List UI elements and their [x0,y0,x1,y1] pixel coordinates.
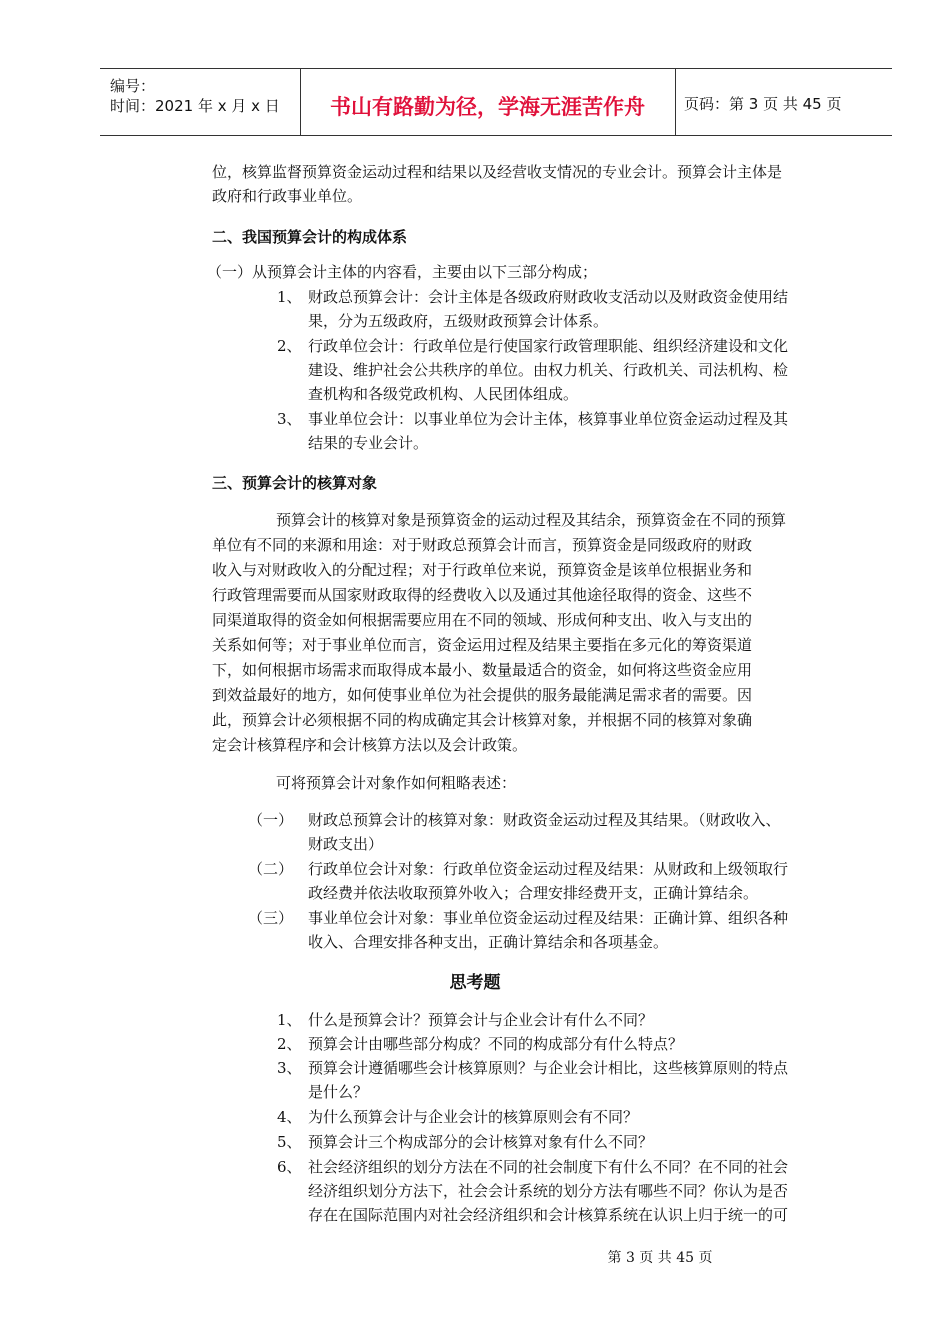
list-item-line: 行政单位会计：行政单位是行使国家行政管理职能、组织经济建设和文化 [308,337,789,355]
header-left-cell [100,69,301,135]
question-line: 存在在国际范围内对社会经济组织和会计核算系统在认识上归于统一的可 [308,1206,789,1224]
paragraph-line: 单位有不同的来源和用途：对于财政总预算会计而言，预算资金是同级政府的财政 [212,536,753,554]
list-item-line: 建设、维护社会公共秩序的单位。由权力机关、行政机关、司法机构、检 [308,361,789,379]
question-number: 1、 [277,1011,302,1029]
page-footer: 第 3 页 共 45 页 [607,1250,713,1266]
intro-line: 政府和行政事业单位。 [212,187,363,205]
paragraph-line: 定会计核算程序和会计核算方法以及会计政策。 [212,736,528,754]
question-line: 什么是预算会计？预算会计与企业会计有什么不同？ [308,1011,654,1029]
list-item-line: 事业单位会计：以事业单位为会计主体，核算事业单位资金运动过程及其 [308,410,789,428]
paragraph-line: 收入与对财政收入的分配过程；对于行政单位来说，预算资金是该单位根据业务和 [212,561,753,579]
object-line: 财政支出） [308,835,384,853]
question-number: 2、 [277,1035,302,1053]
paragraph-line: 到效益最好的地方，如何使事业单位为社会提供的服务最能满足需求者的需要。因 [212,686,753,704]
list-number: 1、 [277,288,302,306]
section-heading: 三、预算会计的核算对象 [212,474,378,492]
question-number: 6、 [277,1158,302,1176]
document-number-label: 编号： [110,77,156,95]
list-item-line: 结果的专业会计。 [308,434,429,452]
paragraph-line: 此，预算会计必须根据不同的构成确定其会计核算对象，并根据不同的核算对象确 [212,711,753,729]
header-center-cell [300,69,676,135]
list-number: 3、 [277,410,302,428]
object-line: 财政总预算会计的核算对象：财政资金运动过程及其结果。（财政收入、 [308,811,781,829]
intro-line: 位，核算监督预算资金运动过程和结果以及经营收支情况的专业会计。预算会计主体是 [212,163,783,181]
paragraph-line: 预算会计的核算对象是预算资金的运动过程及其结余，预算资金在不同的预算 [276,511,787,529]
section-heading: 二、我国预算会计的构成体系 [212,228,408,246]
question-number: 5、 [277,1133,302,1151]
object-number: （一） [248,811,294,829]
list-item-line: 财政总预算会计：会计主体是各级政府财政收支活动以及财政资金使用结 [308,288,789,306]
object-number: （二） [248,860,294,878]
paragraph-line: 行政管理需要而从国家财政取得的经费收入以及通过其他途径取得的资金、这些不 [212,586,753,604]
question-number: 3、 [277,1059,302,1077]
header-page-label: 页码：第 3 页 共 45 页 [684,95,842,113]
question-line: 预算会计三个构成部分的会计核算对象有什么不同？ [308,1133,654,1151]
paragraph-line: 同渠道取得的资金如何根据需要应用在不同的领域、形成何种支出、收入与支出的 [212,611,753,629]
questions-title: 思考题 [449,973,501,993]
header-motto: 书山有路勤为径，学海无涯苦作舟 [330,95,645,119]
question-line: 社会经济组织的划分方法在不同的社会制度下有什么不同？在不同的社会 [308,1158,789,1176]
list-item-line: 查机构和各级党政机构、人民团体组成。 [308,385,579,403]
object-line: 行政单位会计对象：行政单位资金运动过程及结果：从财政和上级领取行 [308,860,789,878]
question-line: 为什么预算会计与企业会计的核算原则会有不同？ [308,1108,639,1126]
header-right-cell [676,69,892,135]
object-number: （三） [248,909,294,927]
paragraph-line: 关系如何等；对于事业单位而言，资金运用过程及结果主要指在多元化的筹资渠道 [212,636,753,654]
list-item-line: 果，分为五级政府，五级财政预算会计体系。 [308,312,609,330]
object-line: 政经费并依法收取预算外收入；合理安排经费开支，正确计算结余。 [308,884,759,902]
document-time-label: 时间：2021 年 x 月 x 日 [110,97,280,115]
question-line: 预算会计遵循哪些会计核算原则？与企业会计相比，这些核算原则的特点 [308,1059,789,1077]
paragraph-line: 下，如何根据市场需求而取得成本最小、数量最适合的资金，如何将这些资金应用 [212,661,753,679]
sub-heading: （一）从预算会计主体的内容看，主要由以下三部分构成； [207,263,598,281]
question-line: 是什么？ [308,1083,369,1101]
question-line: 预算会计由哪些部分构成？不同的构成部分有什么特点？ [308,1035,684,1053]
object-line: 收入、合理安排各种支出，正确计算结余和各项基金。 [308,933,669,951]
summary-intro: 可将预算会计对象作如何粗略表述： [276,774,517,792]
list-number: 2、 [277,337,302,355]
question-line: 经济组织划分方法下，社会会计系统的划分方法有哪些不同？你认为是否 [308,1182,789,1200]
object-line: 事业单位会计对象：事业单位资金运动过程及结果：正确计算、组织各种 [308,909,789,927]
question-number: 4、 [277,1108,302,1126]
page-header [100,68,892,136]
